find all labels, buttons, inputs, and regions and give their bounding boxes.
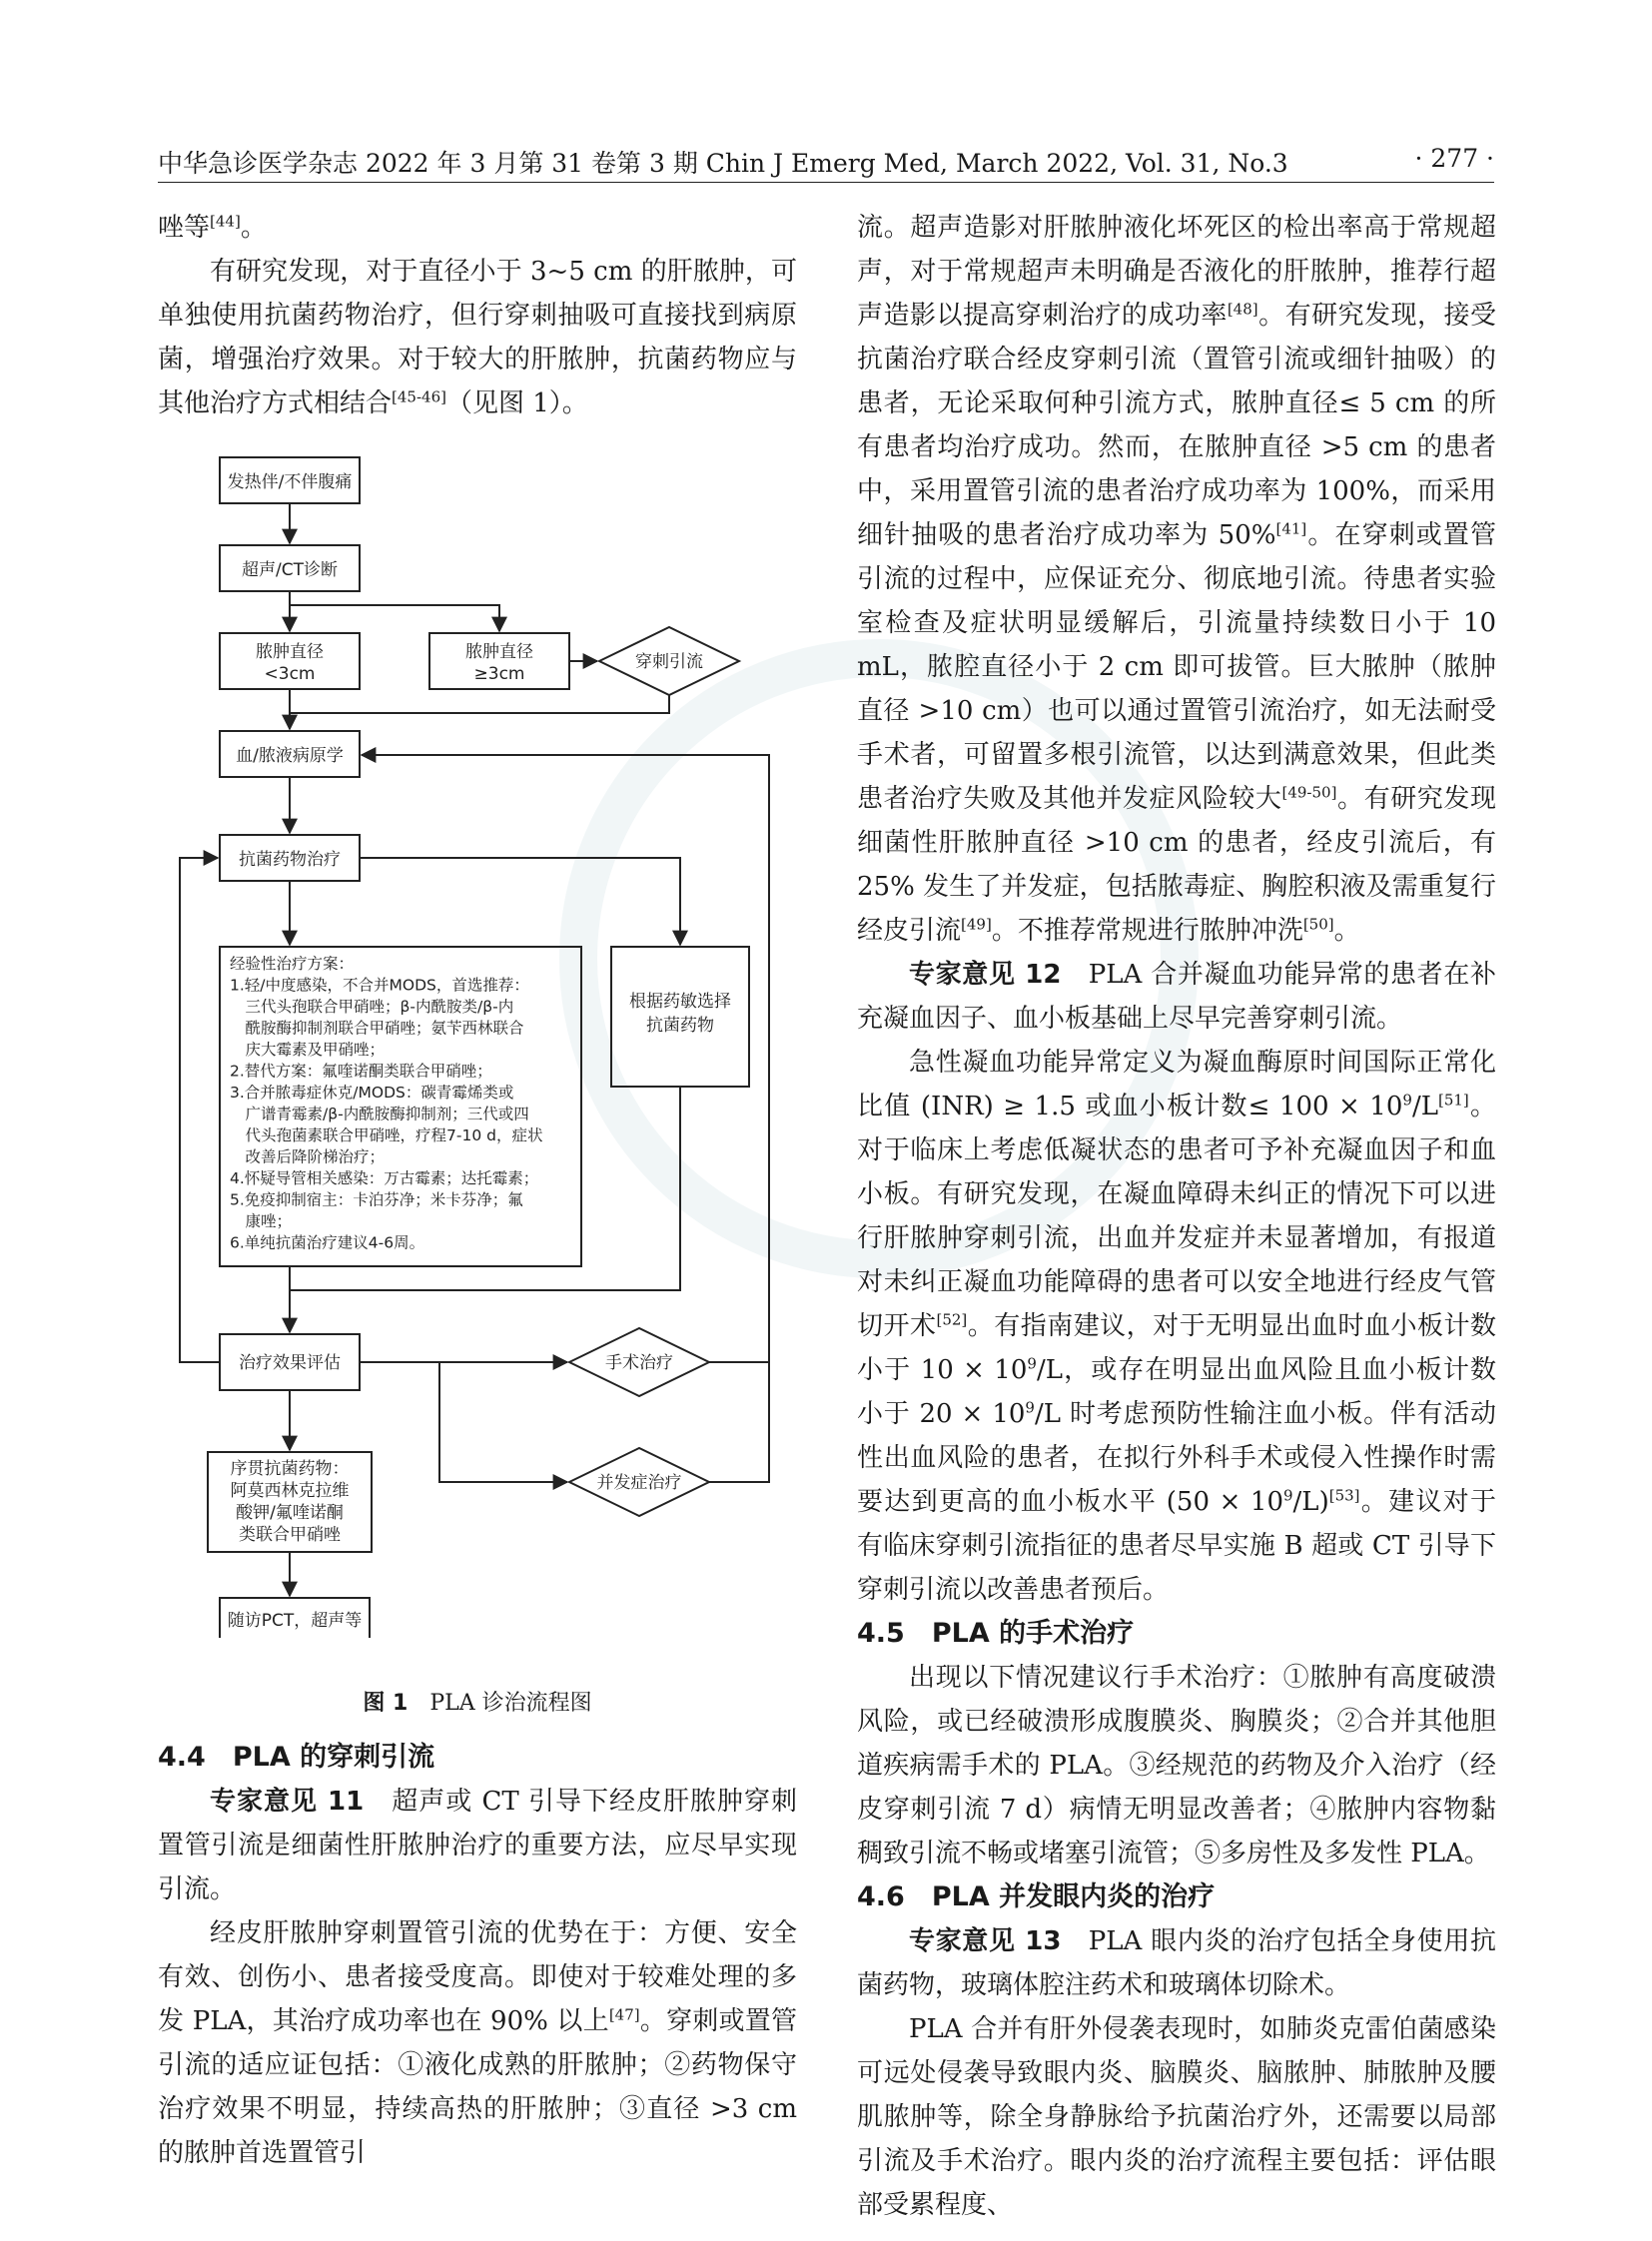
section-heading-4-6: 4.6 PLA 并发眼内炎的治疗 bbox=[857, 1881, 1216, 1912]
empirical-line: 4.怀疑导管相关感染：万古霉素；达托霉素； bbox=[230, 1169, 539, 1187]
page-number: · 277 · bbox=[1414, 144, 1494, 173]
flowchart-figure bbox=[158, 439, 797, 1638]
empirical-line: 广谱青霉素/β-内酰胺酶抑制剂；三代或四 bbox=[230, 1105, 529, 1123]
empirical-line: 三代头孢联合甲硝唑；β-内酰胺类/β-内 bbox=[230, 998, 514, 1016]
empirical-line: 庆大霉素及甲硝唑； bbox=[230, 1041, 386, 1059]
svg-text:脓肿直径: 脓肿直径 bbox=[256, 642, 324, 662]
empirical-line: 康唑； bbox=[230, 1212, 293, 1230]
right-column: 流。超声造影对肝脓肿液化坏死区的检出率高于常规超声，对于常规超声未明确是否液化的肝脓肿，推荐行超声造影以提高穿刺治疗的成功率[48]。有研究发现，接受抗菌治疗联合经皮穿刺引流（置管引流或细针抽吸）的患者，无论采取何种引流方式，脓肿直径≤ 5 cm 的所有患者均治疗成功。然而，在脓肿直径 >5 cm 的患者中，采用置管引流的患者治疗成功率为 100%，而采用细针抽吸的患者治疗成功率为 50%[41]。在穿刺或置管引流的过程中，应保证充分、彻底地引流。待患者实验室检查及症状明显缓解后，引流量持续数日小于 10 mL，脓腔直径小于 2 cm 即可拔管。巨大脓肿（脓肿直径 >10 cm）也可以通过置管引流治疗，如无法耐受手术者，可留置多根引流管，以达到满意效果，但此类患者治疗失败及其他并发症风险较大[49-50]。有研究发现细菌性肝脓肿直径 >10 cm 的患者，经皮引流后，有 25% 发生了并发症，包括脓毒症、胸腔积液及需重复行经皮引流[49]。不推荐常规进行脓肿冲洗[50]。 专家意见 12 PLA 合并凝血功能异常的患者在补充凝血因子、血小板基础上尽早完善穿刺引流。 急性凝血功能异常定义为凝血酶原时间国际正常化比值 (INR) ≥ 1.5 或血小板计数≤ $100 \times 10^9/L[51]$。对于临床上考虑低凝状态的患者可予补充凝血因子和血小板。有研究发现，在凝血障碍未纠正的情况下可以进行肝脓肿穿刺引流，出血并发症并未显著增加，有报道对未纠正凝血功能障碍的患者可以安全地进行经皮气管切开术[52]。有指南建议，对于无明显出血时血小板计数小于 $10 \times 10^9/L$，或存在明显出血风险且血小板计数小于 $20 \times 10^9/L$ 时考虑预防性输注血小板。伴有活动性出血风险的患者，在拟行外科手术或侵入性操作时需要达到更高的血小板水平 $(50 \times 10^9/L)[53]$。建议对于有临床穿刺引流指征的患者尽早实施 B 超或 CT 引导下穿刺引流以改善患者预后。 4.5 PLA 的手术治疗 出现以下情况建议行手术治疗：①脓肿有高度破溃风险，或已经破溃形成腹膜炎、胸膜炎；②合并其他胆道疾病需手术的 PLA。③经规范的药物及介入治疗（经皮穿刺引流 7 d）病情无明显改善者；④脓肿内容物黏稠致引流不畅或堵塞引流管；⑤多房性及多发性 PLA。 4.6 PLA 并发眼内炎的治疗 专家意见 13 PLA 眼内炎的治疗包括全身使用抗菌药物，玻璃体腔注药术和玻璃体切除术。 PLA 合并有肝外侵袭表现时，如肺炎克雷伯菌感染可远处侵袭导致眼内炎、脑膜炎、脑脓肿、肺脓肿及腰肌脓肿等，除全身静脉给予抗菌治疗外，还需要以局部引流及手术治疗。眼内炎的治疗流程主要包括：评估眼部受累程度、 bbox=[857, 213, 1496, 2220]
svg-text:酸钾/氟喹诺酮: 酸钾/氟喹诺酮 bbox=[236, 1503, 344, 1523]
flow-empirical-text bbox=[230, 955, 542, 1252]
flow-antibiotic: 抗菌药物治疗 bbox=[239, 850, 341, 870]
empirical-line: 酰胺酶抑制剂联合甲硝唑；氨苄西林联合 bbox=[230, 1019, 524, 1038]
svg-text:阿莫西林克拉维: 阿莫西林克拉维 bbox=[230, 1481, 350, 1501]
empirical-line: 经验性治疗方案： bbox=[230, 955, 355, 973]
figure-caption: 图 1 PLA 诊治流程图 bbox=[363, 1691, 592, 1716]
empirical-line: 2.替代方案：氟喹诺酮类联合甲硝唑； bbox=[230, 1062, 492, 1081]
empirical-line: 改善后降阶梯治疗； bbox=[230, 1147, 386, 1166]
flow-drainage: 穿刺引流 bbox=[635, 652, 703, 672]
svg-text:≥3cm: ≥3cm bbox=[473, 664, 525, 684]
flow-fever: 发热伴/不伴腹痛 bbox=[227, 472, 353, 492]
svg-text:序贯抗菌药物：: 序贯抗菌药物： bbox=[230, 1459, 350, 1479]
section-heading-4-4: 4.4 PLA 的穿刺引流 bbox=[158, 1742, 435, 1773]
svg-text:类联合甲硝唑: 类联合甲硝唑 bbox=[239, 1525, 341, 1545]
left-column-top: 唑等[44]。 有研究发现，对于直径小于 3~5 cm 的肝脓肿，可单独使用抗菌药物治疗，但行穿刺抽吸可直接找到病原菌，增强治疗效果。对于较大的肝脓肿，抗菌药物应与其他治疗方式相结合[45-46]（见图 1）。 bbox=[158, 206, 797, 425]
flow-evaluation: 治疗效果评估 bbox=[239, 1353, 341, 1373]
empirical-line: 5.免疫抑制宿主：卡泊芬净；米卡芬净；氟 bbox=[230, 1190, 523, 1209]
flow-surgery: 手术治疗 bbox=[605, 1353, 673, 1373]
svg-text:脓肿直径: 脓肿直径 bbox=[465, 642, 533, 662]
empirical-line: 3.合并脓毒症休克/MODS：碳青霉烯类或 bbox=[230, 1084, 514, 1102]
expert-opinion-label: 专家意见 11 bbox=[210, 1787, 365, 1817]
flow-complication: 并发症治疗 bbox=[596, 1473, 682, 1493]
journal-citation: 中华急诊医学杂志 2022 年 3 月第 31 卷第 3 期 Chin J Emerg Med, March 2022, Vol. 31, No.3 bbox=[158, 149, 1288, 178]
running-header bbox=[158, 142, 1494, 183]
paragraph: 有研究发现，对于直径小于 3~5 cm 的肝脓肿，可单独使用抗菌药物治疗，但行穿刺抽吸可直接找到病原菌，增强治疗效果。对于较大的肝脓肿，抗菌药物应与其他治疗方式相结合[45-46]（见图 1）。 bbox=[158, 257, 797, 418]
empirical-line: 1.轻/中度感染，不合并MODS，首选推荐： bbox=[230, 976, 529, 995]
flow-pathogen: 血/脓液病原学 bbox=[236, 746, 344, 766]
flow-diagnosis: 超声/CT诊断 bbox=[242, 560, 338, 580]
flow-followup: 随访PCT，超声等 bbox=[227, 1611, 363, 1631]
svg-text:抗菌药物: 抗菌药物 bbox=[646, 1016, 714, 1036]
empirical-line: 代头孢菌素联合甲硝唑，疗程7-10 d，症状 bbox=[230, 1126, 543, 1144]
empirical-line: 6.单纯抗菌治疗建议4-6周。 bbox=[230, 1233, 425, 1252]
svg-text:<3cm: <3cm bbox=[264, 664, 316, 684]
svg-text:根据药敏选择: 根据药敏选择 bbox=[629, 992, 731, 1012]
left-column-bottom: 4.4 PLA 的穿刺引流 专家意见 11 超声或 CT 引导下经皮肝脓肿穿刺置管引流是细菌性肝脓肿治疗的重要方法，应尽早实现引流。 经皮肝脓肿穿刺置管引流的优势在于：方便、安全有效、创伤小、患者接受度高。即使对于较难处理的多发 PLA，其治疗成功率也在 90% 以上[47]。穿刺或置管引流的适应证包括：①液化成熟的肝脓肿；②药物保守治疗效果不明显，持续高热的肝脓肿；③直径 >3 cm 的脓肿首选置管引 bbox=[158, 1736, 797, 2175]
section-heading-4-5: 4.5 PLA 的手术治疗 bbox=[857, 1618, 1135, 1649]
